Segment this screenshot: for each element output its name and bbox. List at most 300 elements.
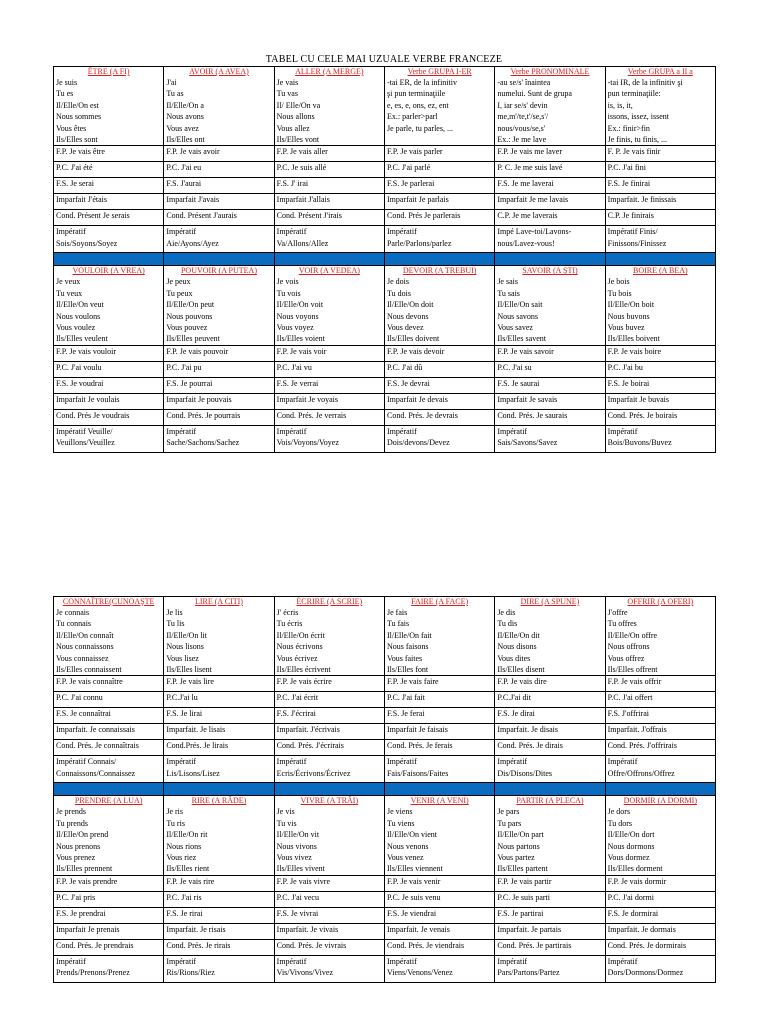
futur-simple-cell: F.S. Je ferai (384, 708, 494, 724)
imparfait-cell: Imparfait Je voyais (274, 393, 384, 409)
futur-proche-cell: F.P. Je vais parler (384, 146, 494, 162)
conjugation-line: Vous allez (276, 123, 310, 133)
futur-simple-cell: F.S. Je prendrai (54, 907, 164, 923)
conjugation-line: Vous prenez (56, 853, 96, 863)
conjugation-line: Tu écris (276, 619, 303, 629)
conjugation-line: Nous partons (497, 841, 540, 851)
conditionnel-cell: Cond. Prés. J'offrirais (605, 740, 715, 756)
conditionnel-cell: Cond. Prés. Je prendrais (54, 939, 164, 955)
imperatif-line: Impératif (607, 757, 638, 767)
conjugation-line: pun terminaţiile: (607, 89, 661, 99)
verb-cell (605, 597, 715, 676)
conditionnel-cell: Cond. Présent Je serais (54, 210, 164, 226)
conjugation-line: Je veux (56, 277, 81, 287)
verb-cell (495, 67, 605, 146)
conjugation-line: Vous avez (166, 123, 199, 133)
conjugation-line: is, is, it, (607, 100, 633, 110)
imperatif-line: Ecris/Écrivons/Écrivez (276, 768, 351, 778)
imperatif-line: Impératif (497, 426, 528, 436)
imperatif-line: Impératif (386, 227, 417, 237)
conditionnel-cell: Cond. Prés. Je boirais (605, 409, 715, 425)
passe-compose-cell: P.C. J'ai vecu (274, 891, 384, 907)
futur-simple-cell: F.S. Je finirai (605, 178, 715, 194)
conjugation-line: Il/Elle/On veut (56, 300, 104, 310)
futur-proche-cell: F.P. Je vais boire (605, 345, 715, 361)
conjugation-line: Il/Elle/On sait (497, 300, 543, 310)
conjugation-line: Vous buvez (607, 323, 645, 333)
conjugation-line: Nous voyons (276, 311, 319, 321)
imperatif-cell (274, 756, 384, 783)
conjugation-line: Tu connais (56, 619, 92, 629)
conjugation-line: Je suis (56, 78, 78, 87)
separator-cell (495, 253, 605, 266)
conjugation-line: Ils/Elles voient (276, 334, 325, 344)
futur-proche-cell: F.P. Je vais lire (164, 676, 274, 692)
conjugation-line: Je bois (607, 277, 630, 287)
imperatif-line: Vois/Voyons/Voyez (276, 438, 339, 448)
conditionnel-row (54, 210, 716, 226)
conjugation-line: Il/Elle/On boit (607, 300, 655, 310)
imparfait-cell: Imparfait Je parlais (384, 194, 494, 210)
passe-compose-cell: P. C. Je me suis lavé (495, 162, 605, 178)
futur-simple-cell: F.S. Je parlerai (384, 178, 494, 194)
futur-simple-cell: F.S. J'aurai (164, 178, 274, 194)
conditionnel-cell: Cond. Prés. Je dirais (495, 740, 605, 756)
futur-proche-cell: F.P. Je vais voir (274, 345, 384, 361)
futur-simple-cell: F.S. Je verrai (274, 377, 384, 393)
imperatif-line: Impératif Finis/ (607, 227, 658, 237)
conjugation-line: Ils/Elles dorment (607, 864, 663, 874)
conjugation-line: Ils/Elles boivent (607, 334, 660, 344)
imperatif-cell (384, 955, 494, 982)
imperatif-line: Impératif (386, 426, 417, 436)
futur-simple-cell: F.S. Je viendrai (384, 907, 494, 923)
imperatif-line: Impératif (607, 426, 638, 436)
verb-header: ÉCRIRE (A SCRIE) (296, 597, 363, 606)
imperatif-line: Sache/Sachons/Sachez (166, 438, 240, 448)
conjugation-line: Il/Elle/On doit (386, 300, 434, 310)
imparfait-row (54, 724, 716, 740)
imperatif-line: Impé Lave-toi/Lavons- (497, 227, 572, 237)
imperatif-cell (164, 226, 274, 253)
separator-cell (164, 783, 274, 796)
conjugation-line: Je vis (276, 807, 295, 817)
conditionnel-row (54, 409, 716, 425)
passe-compose-cell: P.C. J'ai eu (164, 162, 274, 178)
imperatif-line: Aie/Ayons/Ayez (166, 238, 219, 248)
imparfait-cell: Imparfait Je faisais (384, 724, 494, 740)
conjugation-line: Vous voyez (276, 323, 314, 333)
imperatif-line: Impératif (276, 227, 307, 237)
conditionnel-cell: Cond. Prés. Je verrais (274, 409, 384, 425)
conditionnel-cell: Cond. Prés. Je viendrais (384, 939, 494, 955)
futur-proche-row (54, 875, 716, 891)
verb-header: ALLER (A MERGE) (295, 67, 364, 76)
imparfait-cell: Imparfait. Je venais (384, 923, 494, 939)
imperatif-line: Impératif (386, 956, 417, 966)
verb-header: OFFRIR (A OFERI) (627, 597, 694, 606)
imperatif-line: Bois/Buvons/Buvez (607, 438, 672, 448)
conjugation-line: Il/Elle/On dit (497, 630, 540, 640)
verb-header: Verbe PRONOMINALE (510, 67, 590, 76)
verb-header: CONNAÎTRE(CUNOAŞTE (62, 597, 155, 606)
imperatif-cell (164, 425, 274, 452)
verb-header: VOIR (A VEDEA) (298, 266, 360, 276)
conditionnel-cell: Cond. Prés. Je devrais (384, 409, 494, 425)
imperatif-line: Fais/Faisons/Faites (386, 768, 449, 778)
futur-proche-cell: F.P. Je vais me laver (495, 146, 605, 162)
conditionnel-cell: Cond. Prés. Je dormirais (605, 939, 715, 955)
conjugation-line: Nous venons (386, 841, 429, 851)
separator-cell (605, 783, 715, 796)
conjugation-line: -tai IR, de la infinitiv şi (607, 78, 683, 87)
imperatif-line: Offre/Offrons/Offrez (607, 768, 675, 778)
conjugation-row (54, 597, 716, 676)
conjugation-line: e, es, e, ons, ez, ent (386, 100, 449, 110)
passe-compose-row (54, 891, 716, 907)
conjugation-line: Tu vis (276, 818, 297, 828)
verb-cell (495, 266, 605, 345)
verb-header: BOIRE (A BEA) (632, 266, 688, 276)
imparfait-cell: Imparfait Je savais (495, 393, 605, 409)
conjugation-line: Tu prends (56, 818, 88, 828)
futur-simple-row (54, 708, 716, 724)
imperatif-line: Impératif (166, 956, 197, 966)
conjugation-line: Il/Elle/On voit (276, 300, 324, 310)
conjugation-line: Il/Elle/On connaît (56, 630, 114, 640)
conjugation-line: Ils/Elles vivent (276, 864, 325, 874)
page-title: TABEL CU CELE MAI UZUALE VERBE FRANCEZE (265, 54, 503, 65)
imparfait-cell: Imparfait. J'écrivais (274, 724, 384, 740)
imperatif-line: Va/Allons/Allez (276, 238, 329, 248)
imparfait-cell: Imparfait. Je vivais (274, 923, 384, 939)
imparfait-cell: Imparfait Je buvais (605, 393, 715, 409)
passe-compose-cell: P.C. J'ai vu (274, 361, 384, 377)
futur-simple-cell: F.S. Je lirai (164, 708, 274, 724)
verb-header: VIVRE (A TRĂI) (300, 796, 359, 806)
conjugation-line: Tu vas (276, 89, 298, 99)
futur-proche-row (54, 676, 716, 692)
imperatif-line: Dors/Dormons/Dormez (607, 968, 684, 978)
imperatif-line: Impératif (497, 956, 528, 966)
imperatif-line: Sois/Soyons/Soyez (56, 238, 118, 248)
conjugation-line: Vous connaissez (56, 653, 109, 663)
passe-compose-cell: P.C. Je suis venu (384, 891, 494, 907)
imparfait-cell: Imparfait J'étais (54, 194, 164, 210)
passe-compose-cell: P.C. J'ai fini (605, 162, 715, 178)
futur-proche-cell: F.P. Je vais savoir (495, 345, 605, 361)
conjugation-line: Ils/Elles savent (497, 334, 546, 344)
passe-compose-cell: P.C. Je suis allé (274, 162, 384, 178)
conjugation-line: Tu fais (386, 619, 410, 629)
imperatif-cell (495, 425, 605, 452)
verb-header: RIRE (A RÂDE) (191, 796, 247, 806)
conditionnel-cell: Cond. Prés. Je saurais (495, 409, 605, 425)
conjugation-line: Nous faisons (386, 642, 429, 652)
verb-header: DEVOIR (A TREBUI) (402, 266, 477, 276)
passe-compose-cell: P.C. J'ai su (495, 361, 605, 377)
conjugation-line: Je viens (386, 807, 413, 817)
imperatif-line: Impératif (276, 757, 307, 767)
conjugation-line: Ils/Elles écrivent (276, 665, 331, 675)
passe-compose-cell: P.C. J'ai été (54, 162, 164, 178)
imparfait-cell: Imparfait. Je finissais (605, 194, 715, 210)
conjugation-line: Tu ris (166, 818, 185, 828)
passe-compose-cell: P.C. J'ai fait (384, 692, 494, 708)
verb-table-1 (53, 66, 716, 453)
imperatif-line: Impératif (497, 757, 528, 767)
separator-cell (495, 783, 605, 796)
imperatif-line: Dis/Disons/Dites (497, 768, 552, 778)
conjugation-line: Tu viens (386, 818, 415, 828)
conjugation-line: J' écris (276, 608, 299, 617)
conjugation-line: Ils/Elles partent (497, 864, 548, 874)
conditionnel-cell: Cond. Prés. Je vivrais (274, 939, 384, 955)
imparfait-cell: Imparfait Je prenais (54, 923, 164, 939)
conjugation-row (54, 266, 716, 345)
verb-header: VENIR (A VENI) (410, 796, 469, 806)
imparfait-cell: Imparfait. Je risais (164, 923, 274, 939)
verb-cell (384, 266, 494, 345)
conjugation-line: Il/Elle/On est (56, 100, 99, 110)
imperatif-line: Prends/Prenons/Prenez (56, 968, 130, 978)
conjugation-line: Ils/Elles lisent (166, 665, 212, 675)
passe-compose-cell: P.C. J'ai offert (605, 692, 715, 708)
conjugation-line: Nous lisons (166, 642, 204, 652)
conjugation-line: Ils/Elles sont (56, 135, 98, 145)
futur-proche-cell: F.P. Je vais écrire (274, 676, 384, 692)
futur-simple-row (54, 178, 716, 194)
futur-simple-cell: F.S. Je serai (54, 178, 164, 194)
imperatif-row (54, 955, 716, 982)
imparfait-row (54, 393, 716, 409)
futur-simple-cell: F.S. Je boirai (605, 377, 715, 393)
conjugation-line: Tu bois (607, 288, 632, 298)
conjugation-line: Vous êtes (56, 123, 87, 133)
verb-header: SAVOIR (A ŞTI) (522, 266, 578, 276)
conditionnel-row (54, 939, 716, 955)
imparfait-cell: Imparfait. Je connaissais (54, 724, 164, 740)
conjugation-line: Nous rions (166, 841, 202, 851)
separator-cell (54, 253, 164, 266)
conjugation-line: Nous allons (276, 112, 315, 122)
conjugation-line: Nous disons (497, 642, 537, 652)
verb-header: LIRE (A CITI) (194, 597, 243, 606)
verb-cell (384, 67, 494, 146)
imperatif-cell (605, 226, 715, 253)
separator-cell (274, 253, 384, 266)
conjugation-line: Vous offrez (607, 653, 645, 663)
imperatif-line: Connaissons/Connaissez (56, 768, 136, 778)
passe-compose-cell: P.C. J'ai voulu (54, 361, 164, 377)
futur-simple-cell: F.S. Je saurai (495, 377, 605, 393)
conjugation-line: Nous écrivons (276, 642, 323, 652)
passe-compose-cell: P.C. J'ai pris (54, 891, 164, 907)
imperatif-cell (54, 756, 164, 783)
conjugation-line: Vous faites (386, 653, 423, 663)
futur-simple-cell: F.S. Je connaîtrai (54, 708, 164, 724)
imperatif-row (54, 226, 716, 253)
conditionnel-cell: Cond.Prés. Je lirais (164, 740, 274, 756)
imperatif-line: Impératif Veuille/ (56, 426, 113, 436)
conjugation-line: Je dis (497, 608, 516, 617)
futur-proche-cell: F.P. Je vais avoir (164, 146, 274, 162)
imperatif-line: Sais/Savons/Savez (497, 438, 558, 448)
imperatif-line: Impératif (276, 426, 307, 436)
conjugation-line: Ils/Elles prennent (56, 864, 113, 874)
passe-compose-cell: P.C. J'ai pu (164, 361, 274, 377)
imparfait-row (54, 923, 716, 939)
futur-simple-cell: F.S. Je pourrai (164, 377, 274, 393)
verb-cell (54, 796, 164, 875)
conjugation-line: Je parle, tu parles, ... (386, 123, 453, 133)
conjugation-line: Ils/Elles doivent (386, 334, 440, 344)
conjugation-line: Nous connaissons (56, 642, 114, 652)
conjugation-line: Je prends (56, 807, 86, 817)
conditionnel-cell: Cond. Prés Je voudrais (54, 409, 164, 425)
conjugation-line: Ils/Elles peuvent (166, 334, 220, 344)
futur-proche-cell: F.P. Je vais vouloir (54, 345, 164, 361)
verb-cell (495, 796, 605, 875)
futur-proche-row (54, 146, 716, 162)
conjugation-line: Vous dites (497, 653, 531, 663)
futur-proche-cell: F.P. Je vais connaître (54, 676, 164, 692)
conjugation-line: Vous dormez (607, 853, 650, 863)
conjugation-line: Il/Elle/On vit (276, 830, 320, 840)
conjugation-line: Ex.: finir>fin (607, 123, 650, 133)
imperatif-cell (495, 226, 605, 253)
verb-cell (54, 597, 164, 676)
imperatif-cell (495, 756, 605, 783)
imperatif-line: Parle/Parlons/parlez (386, 238, 452, 248)
conditionnel-cell: Cond. Présent J'irais (274, 210, 384, 226)
conjugation-line: Ils/Elles disent (497, 665, 545, 675)
verb-header: PARTIR (A PLECA) (516, 796, 584, 806)
imperatif-line: Impératif (276, 956, 307, 966)
conjugation-line: Je dors (607, 807, 631, 817)
conjugation-line: Nous buvons (607, 311, 650, 321)
conjugation-line: şi pun terminaţiile (386, 89, 446, 99)
imparfait-cell: Imparfait Je voulais (54, 393, 164, 409)
conjugation-line: Tu vois (276, 288, 301, 298)
verb-header: PRENDRE (A LUA) (74, 796, 143, 806)
futur-simple-cell: F.S. J'offrirai (605, 708, 715, 724)
futur-proche-cell: F.P. Je vais dire (495, 676, 605, 692)
verb-cell (274, 67, 384, 146)
conjugation-line: Vous savez (497, 323, 533, 333)
conjugation-line: Je connais (56, 608, 90, 617)
conditionnel-cell: Cond. Prés. Je connaîtrais (54, 740, 164, 756)
conjugation-row (54, 796, 716, 875)
imperatif-line: Finissons/Finissez (607, 238, 667, 248)
conjugation-line: Vous vivez (276, 853, 312, 863)
separator-cell (164, 253, 274, 266)
verb-cell (605, 67, 715, 146)
conditionnel-cell: Cond. Prés. Je partirais (495, 939, 605, 955)
conjugation-line: Je dois (386, 277, 409, 287)
conjugation-line: Il/Elle/On prend (56, 830, 109, 840)
conjugation-line: Ils/Elles veulent (56, 334, 108, 344)
imperatif-line: nous/Lavez-vous! (497, 238, 555, 248)
conditionnel-cell: C.P. Je me laverais (495, 210, 605, 226)
conjugation-line: Il/Elle/On part (497, 830, 544, 840)
futur-proche-cell: F.P. Je vais devoir (384, 345, 494, 361)
conjugation-line: Il/Elle/On écrit (276, 630, 325, 640)
conjugation-line: Tu as (166, 89, 184, 99)
imperatif-cell (384, 226, 494, 253)
futur-proche-cell: F.P. Je vais faire (384, 676, 494, 692)
futur-simple-cell: F.S. Je dirai (495, 708, 605, 724)
conditionnel-cell: Cond. Prés. Je rirais (164, 939, 274, 955)
conjugation-line: Je finis, tu finis, ... (607, 135, 667, 145)
conjugation-line: Vous devez (386, 323, 424, 333)
conditionnel-row (54, 740, 716, 756)
futur-simple-cell: F.S. Je me laverai (495, 178, 605, 194)
imperatif-row (54, 425, 716, 452)
futur-simple-row (54, 377, 716, 393)
conjugation-line: Vous voulez (56, 323, 96, 333)
conjugation-line: Ils/Elles vont (276, 135, 320, 145)
verb-cell (384, 597, 494, 676)
imperatif-cell (164, 756, 274, 783)
conjugation-line: Vous venez (386, 853, 424, 863)
conditionnel-cell: Cond. Prés Je parlerais (384, 210, 494, 226)
imperatif-line: Pars/Partons/Partez (497, 968, 560, 978)
conditionnel-cell: Cond. Présent J'aurais (164, 210, 274, 226)
conditionnel-cell: Cond. Prés. Je ferais (384, 740, 494, 756)
conjugation-line: Nous devons (386, 311, 429, 321)
conjugation-line: Nous pouvons (166, 311, 213, 321)
conjugation-line: Ils/Elles connaissent (56, 665, 122, 675)
futur-simple-cell: F.S. Je dormirai (605, 907, 715, 923)
futur-simple-cell: F.S. Je partirai (495, 907, 605, 923)
conjugation-line: -tai ER, de la infinitiv (386, 78, 457, 87)
conjugation-line: Tu dors (607, 818, 633, 828)
verb-header: Verbe GRUPA I-ER (407, 67, 472, 76)
futur-simple-cell: F.S. J'écrirai (274, 708, 384, 724)
passe-compose-cell: P.C. J'ai parlé (384, 162, 494, 178)
imperatif-cell (605, 756, 715, 783)
conjugation-line: Il/Elle/On lit (166, 630, 207, 640)
imperatif-line: Lis/Lisons/Lisez (166, 768, 220, 778)
futur-proche-cell: F.P. Je vais dormir (605, 875, 715, 891)
conjugation-line: Nous prenons (56, 841, 101, 851)
passe-compose-cell: P.C. J'ai dû (384, 361, 494, 377)
conjugation-line: Tu dis (497, 619, 518, 629)
imparfait-cell: Imparfait Je me lavais (495, 194, 605, 210)
conjugation-line: Il/Elle/On fait (386, 630, 432, 640)
conjugation-line: Ils/Elles font (386, 665, 429, 675)
imparfait-cell: Imparfait Je pouvais (164, 393, 274, 409)
futur-proche-cell: F.P. Je vais partir (495, 875, 605, 891)
verb-cell (54, 67, 164, 146)
conjugation-line: Nous avons (166, 112, 204, 122)
imparfait-row (54, 194, 716, 210)
imperatif-cell (164, 955, 274, 982)
futur-proche-row (54, 345, 716, 361)
futur-proche-cell: F.P. Je vais prendre (54, 875, 164, 891)
verb-cell (605, 266, 715, 345)
futur-simple-cell: F.S. Je rirai (164, 907, 274, 923)
passe-compose-cell: P.C. J'ai écrit (274, 692, 384, 708)
imperatif-cell (605, 955, 715, 982)
verb-cell (164, 597, 274, 676)
separator-row (54, 783, 716, 796)
imperatif-line: Dois/devons/Devez (386, 438, 450, 448)
verb-cell (164, 266, 274, 345)
imparfait-cell: Imparfait J'avais (164, 194, 274, 210)
conjugation-line: numelui. Sunt de grupa (497, 89, 572, 99)
